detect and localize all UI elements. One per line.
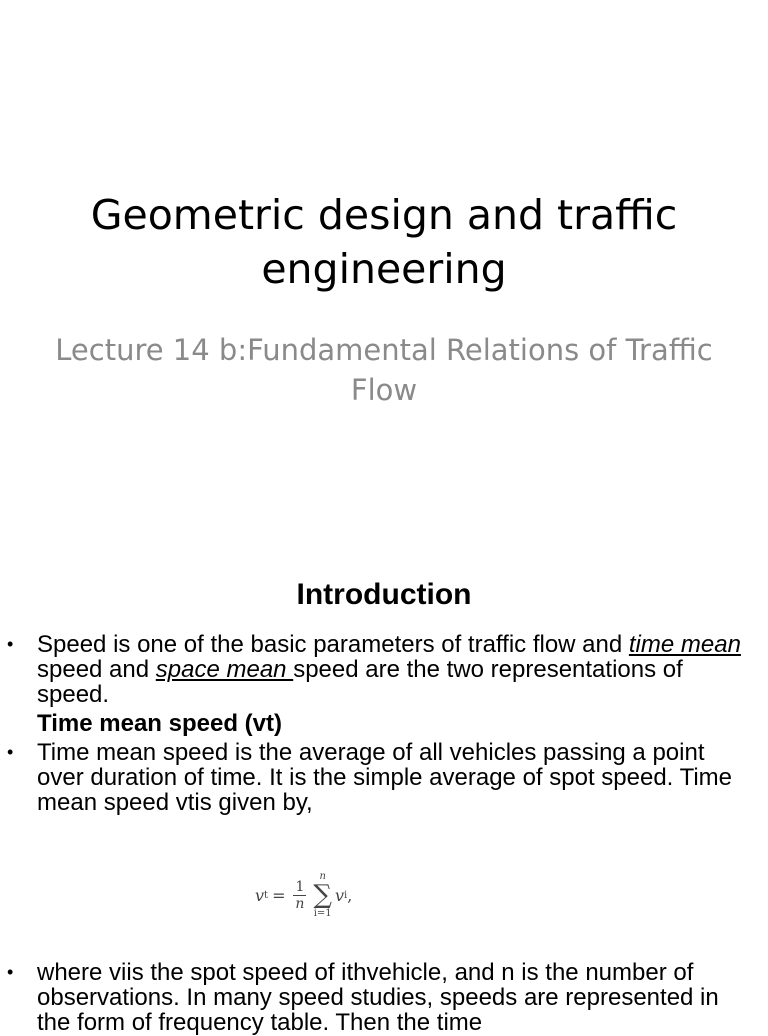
slide-title: Geometric design and traffic engineering — [90, 191, 678, 293]
bullet-icon: • — [7, 634, 14, 654]
bullet-icon: • — [7, 742, 14, 762]
content-slide — [0, 520, 768, 1036]
slide-heading: Introduction — [296, 578, 472, 611]
subheading: Time mean speed (vt) — [37, 710, 282, 737]
formula-term: v — [334, 885, 345, 905]
bullet-text: Time mean speed is the average of all vehicles passing a point over duration of time. It is the simple average of spot speed. Time mean speed vtis given by, — [37, 739, 733, 816]
formula-equals: = — [272, 885, 286, 905]
formula-numerator: 1 — [295, 878, 305, 895]
formula-denominator: n — [295, 895, 305, 912]
formula-trail: , — [347, 885, 353, 905]
emphasis-text: time mean — [628, 631, 741, 658]
emphasis-text: space mean — [155, 656, 294, 683]
sum-upper: n — [319, 871, 326, 882]
bullet-text: speed and — [37, 656, 156, 683]
bullet-text: Speed is one of the basic parameters of traffic flow and — [37, 631, 629, 658]
formula-fraction — [293, 879, 306, 912]
bullet-icon: • — [7, 962, 14, 982]
bullet-item — [0, 632, 768, 707]
bullet-text: where viis the spot speed of ithvehicle, and n is the number of observations. In many speed studies, speeds are represented in the form of frequency table. Then the time — [37, 959, 719, 1036]
formula — [255, 865, 352, 925]
sigma-icon: ∑ — [313, 880, 332, 910]
formula-lhs-sub: t — [264, 889, 269, 901]
bullet-item — [0, 740, 768, 815]
sum-lower: i=1 — [313, 908, 332, 919]
formula-sum — [313, 871, 332, 919]
formula-lhs: v — [255, 885, 265, 905]
slide-subtitle: Lecture 14 b:Fundamental Relations of Traffic Flow — [55, 333, 713, 407]
formula-term-sub: i — [344, 889, 348, 901]
bullet-text: speed are the two representations of speed. — [37, 656, 683, 708]
slide-body — [0, 632, 768, 815]
